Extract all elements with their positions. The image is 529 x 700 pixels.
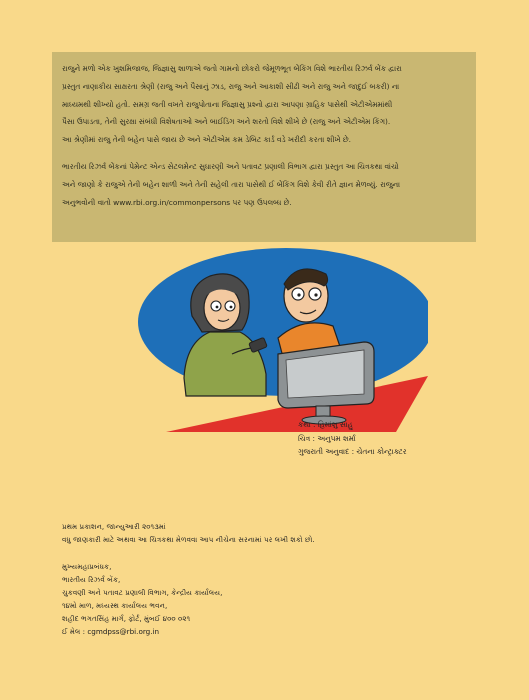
- edition-note: પ્રથમ પ્રકાશન, જાન્યુઆરી ૨૦૧૩માં: [62, 522, 166, 531]
- intro-line: ભારતીય રિઝર્વ બેંકનાં પેમેન્ટ એન્ડ સેટલમેન્ટ સુધારણી અને પતાવટ પ્રણાલી વિભાગ દ્વારા પ્રસ્તુત આ ચિત્રકથા વાંચો: [62, 161, 399, 171]
- address-line: શહીદ ભગતસિંહ માર્ગ, ફોર્ટ, મુંબઈ ૪૦૦ ૦૨૧: [62, 614, 191, 623]
- intro-line: પ્રસ્તુત નાણાકીય સાક્ષરતા શ્રેણી (રાજુ અને પૈસાનું ઝાડ, રાજુ અને આકાશી સીઢી અને રાજુ અને જાદુઈ બકરી) ના: [62, 81, 400, 91]
- intro-text: [62, 60, 472, 220]
- intro-line: માધ્યમથી શીખ્યો હતો. સમગ્ર જતી વખતે રાજુપોતાના જિજ્ઞાસુ પ્રશ્નો દ્વારા આપણા ગ્રાહિક પાસેથી એટીએમમાંથી: [62, 99, 393, 109]
- intro-line: આ શ્રેણીમાં રાજુ તેની બહેન પાસે જાય છે અને એટીએમ કમ ડેબિટ કાર્ડ વડે ખરીદી કરતા શીખે છે.: [62, 135, 351, 145]
- contact-note: વધુ જાણકારી માટે અથવા આ ચિત્રકથા મેળવવા આપ નીચેના સરનામાં પર લખી શકો છો.: [62, 535, 315, 544]
- credit-story: કથા : હિમાંશુ સાહુ: [298, 420, 353, 429]
- address-line: મુખ્યમહાપ્રબંધક,: [62, 562, 112, 571]
- intro-line: રાજુને મળો એક ખુશમિજાજ, જિજ્ઞાસુ શાળાએ જતો ગામનો છોકરો જેમૂળભૂત બેંકિંગ વિશે ભારતીય રિઝર્વ બેંક દ્વારા: [62, 64, 402, 73]
- intro-paragraph-2: [62, 158, 472, 211]
- email-line: ઈ મેલ : cgmdpss@rbi.org.in: [62, 627, 160, 636]
- address-line: ચુકવણી અને પતાવટ પ્રણાલી વિભાગ, કેન્દ્રીય કાર્યાલય,: [62, 588, 223, 597]
- cartoon-illustration: [128, 246, 428, 432]
- credit-art: ચિત્ર : અનુપમ શર્મા: [298, 433, 356, 443]
- address-line: ૧૪મો માળ, મધ્યસ્થ કાર્યાલય ભવન,: [62, 601, 168, 610]
- credits: [298, 418, 498, 459]
- intro-line: અને જાણો કે રાજુએ તેની બહેન શાળી અને તેની સહેલી તારા પાસેથી ઈ બેંકિંગ વિશે કેવી રીતે જ્ઞાન મેળવ્યું. રાજુના: [62, 179, 401, 189]
- footer: [62, 520, 482, 638]
- intro-line: અનુભવોની વાતો www.rbi.org.in/commonpersons પર પણ ઉપલબ્ધ છે.: [62, 197, 292, 207]
- address-line: ભારતીય રિઝર્વ બેંક,: [62, 575, 121, 584]
- credit-translation: ગુજરાતી અનુવાદ : ચેતના કોન્ટ્રાક્ટર: [298, 447, 407, 456]
- intro-paragraph-1: [62, 60, 472, 149]
- intro-line: પૈસા ઉપાડતા, તેની સુરક્ષા સંબંધી વિશેષતાઓ અને બાઈડિંગ અને શરતો વિશે શીખે છે (રાજુ અને એટીએમ કિંગ).: [62, 117, 391, 127]
